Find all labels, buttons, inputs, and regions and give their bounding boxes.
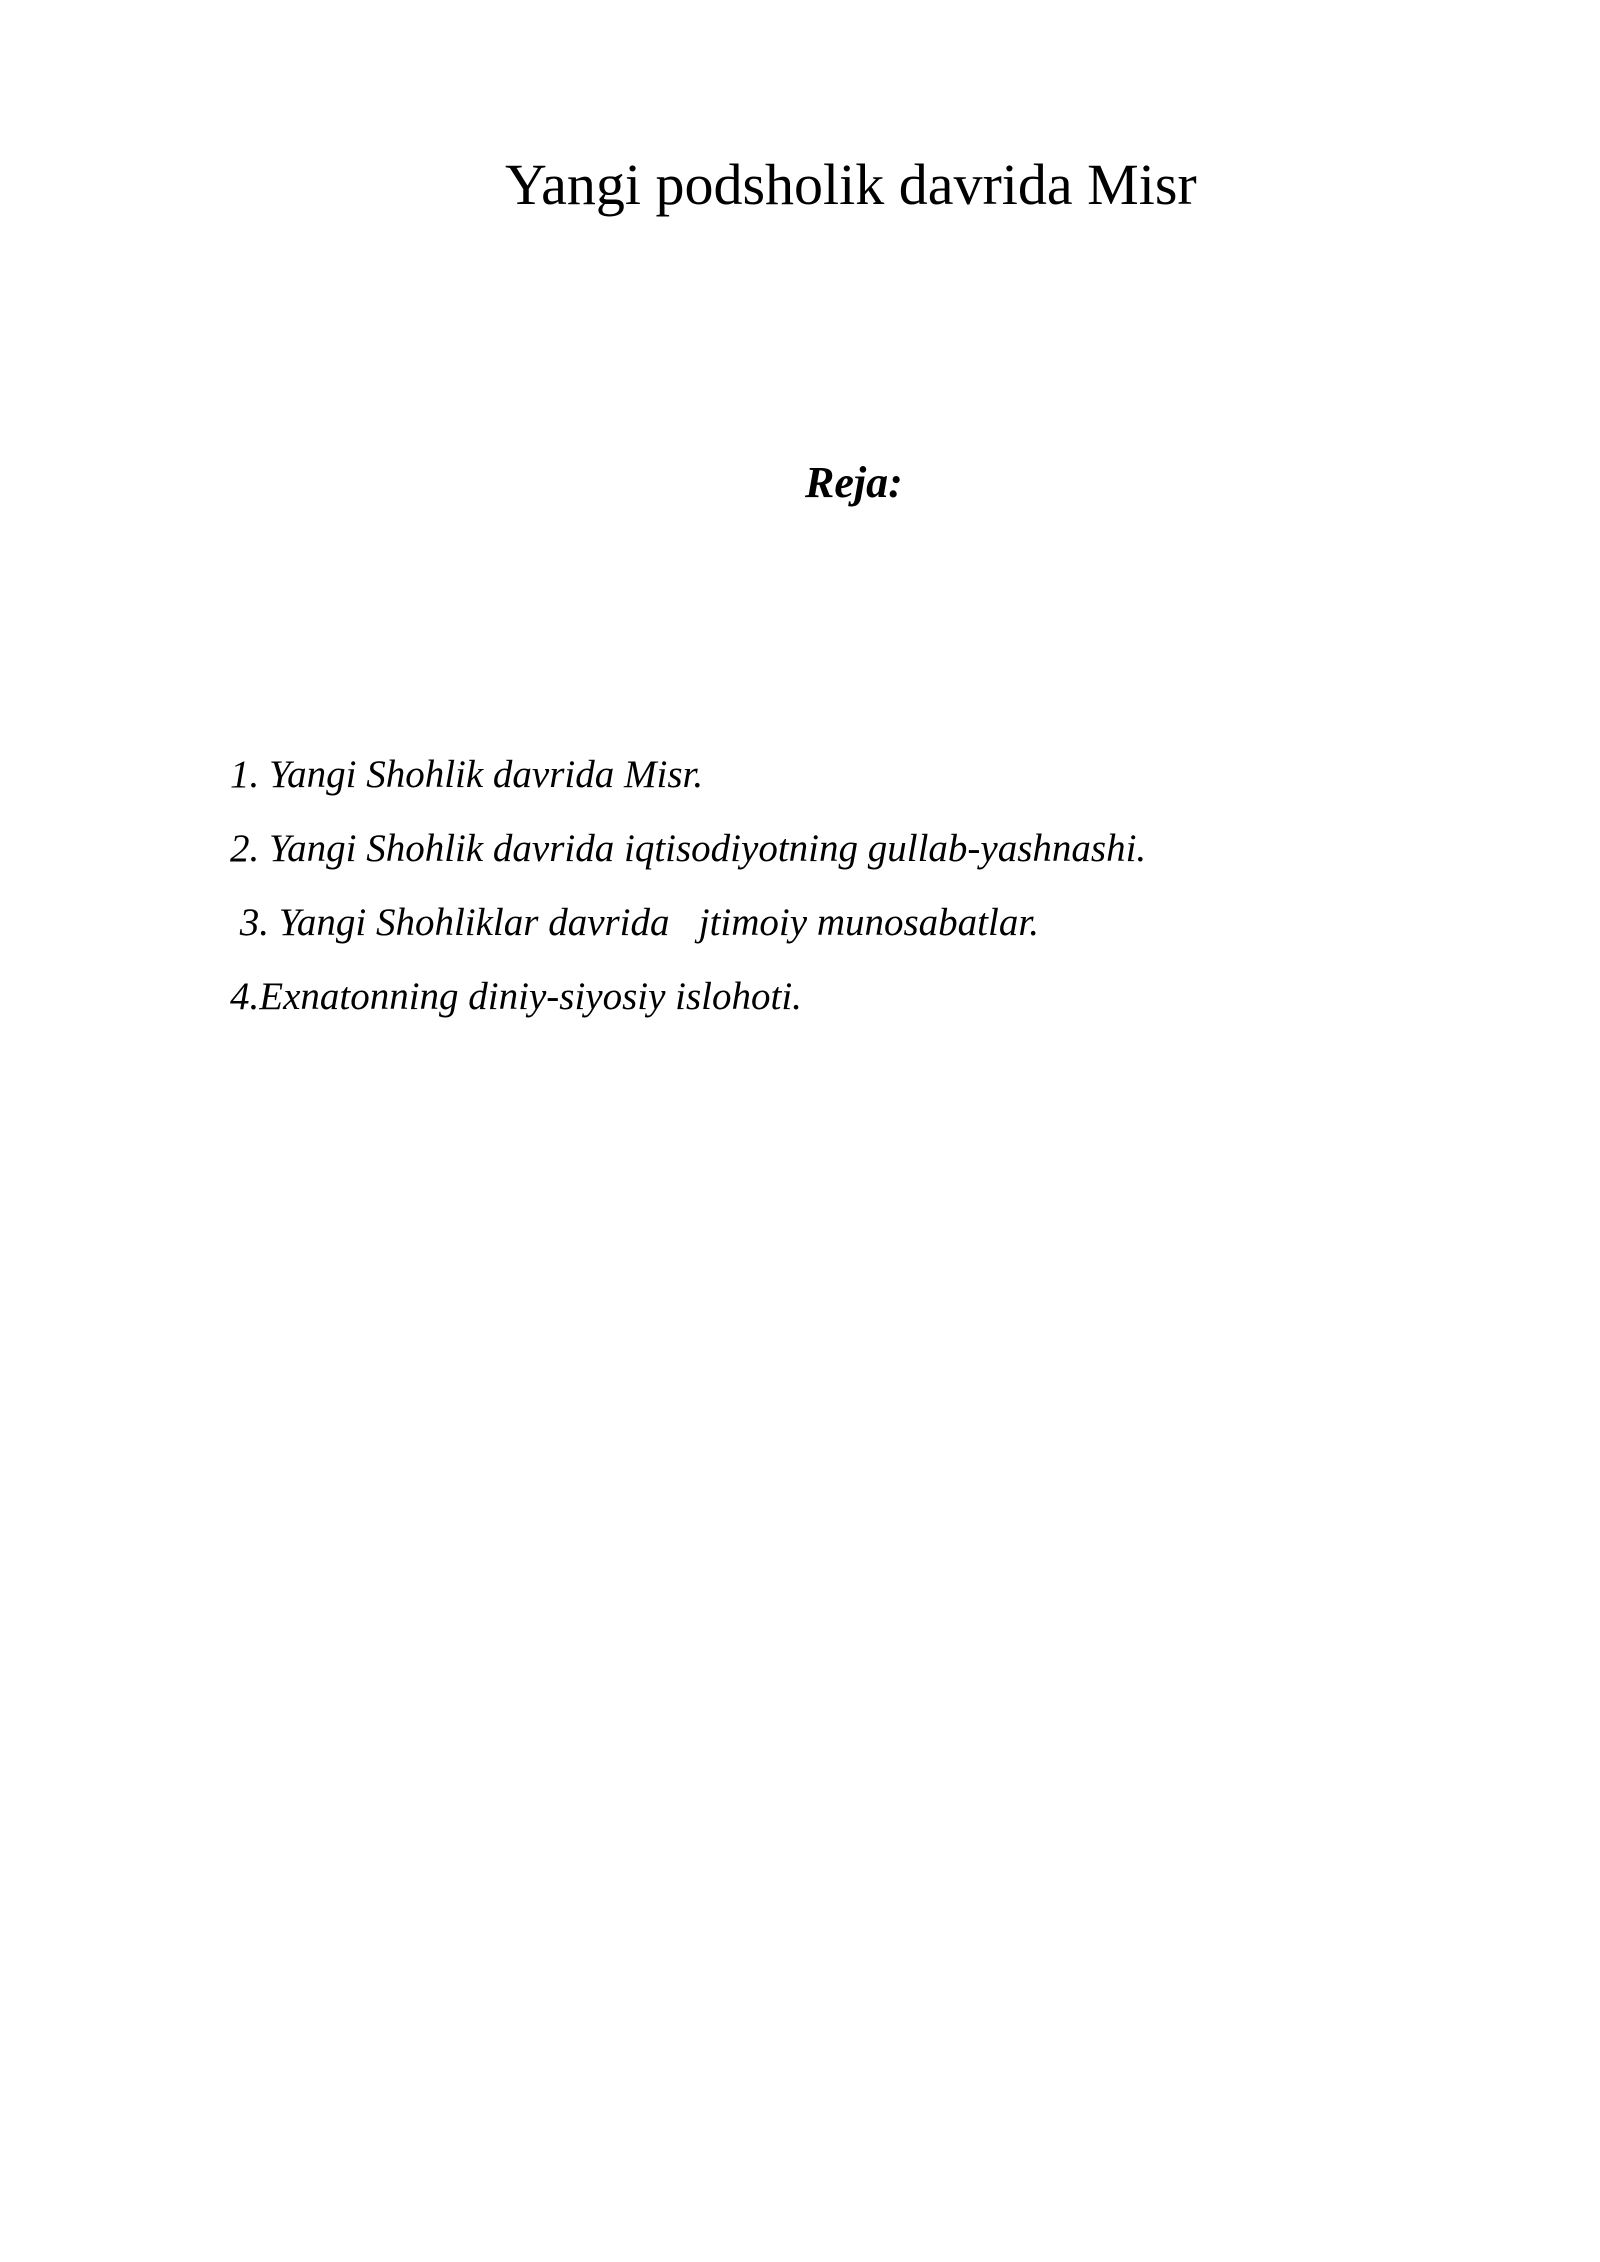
plan-item: 2. Yangi Shohlik davrida iqtisodiyotning gullab-yashnashi. [230, 827, 1147, 870]
plan-item: 3. Yangi Shohliklar davrida jtimoiy munosabatlar. [230, 901, 1039, 944]
plan-heading: Reja: [805, 458, 903, 507]
plan-item: 1. Yangi Shohlik davrida Misr. [230, 753, 704, 796]
document-title: Yangi podsholik davrida Misr [505, 152, 1197, 217]
plan-list [230, 738, 1146, 1034]
plan-item: 4.Exnatonning diniy-siyosiy islohoti. [230, 975, 802, 1018]
